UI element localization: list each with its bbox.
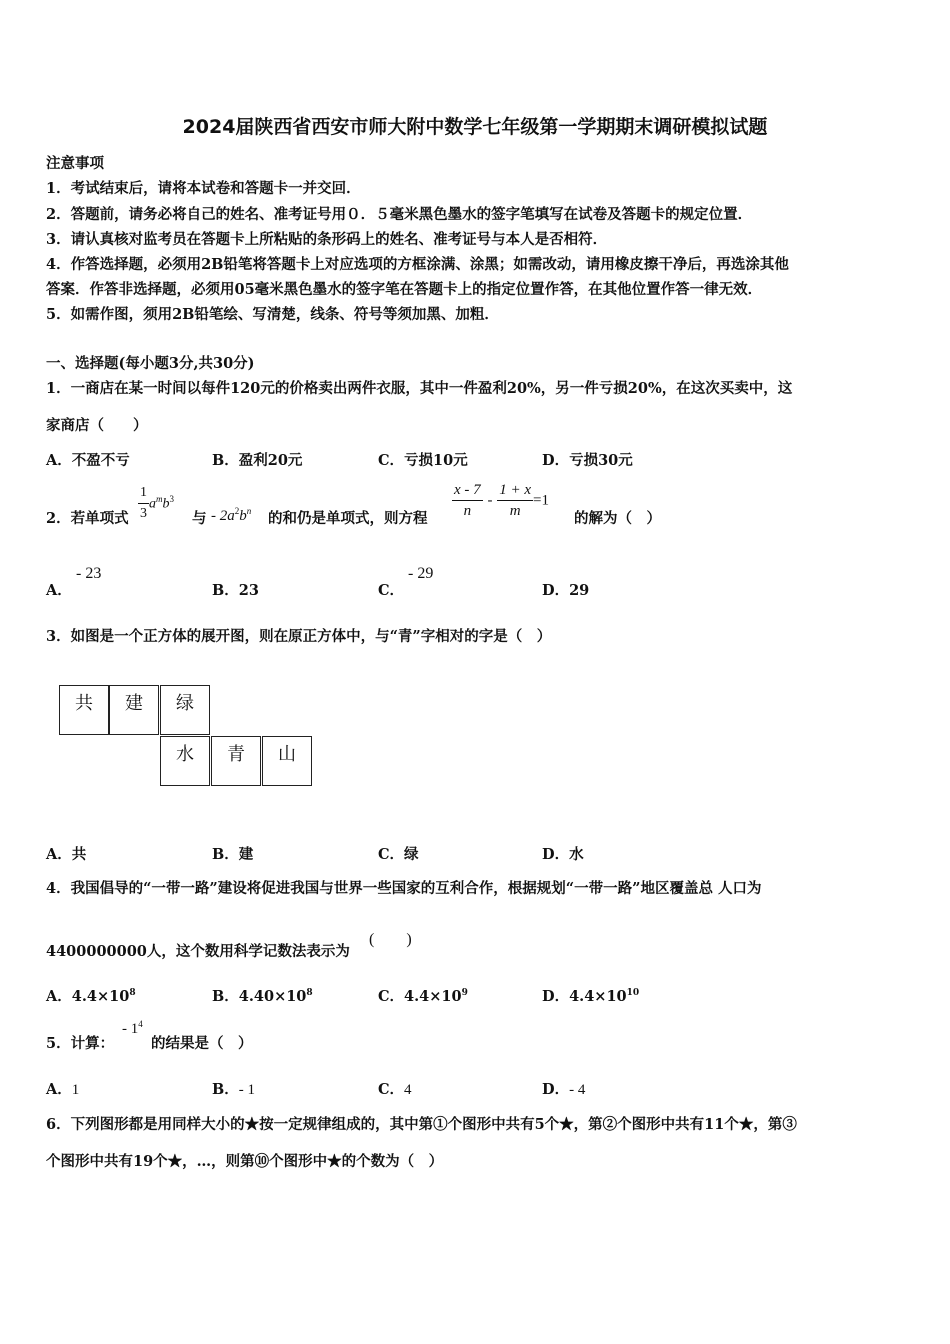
exponent-3: 3 [169,493,174,504]
equation-numerator-1: x - 7 [452,480,483,501]
question-3: 3．如图是一个正方体的展开图，则在原正方体中，与“青”字相对的字是（ ） [46,628,552,645]
q3-option-a: A．共 [46,846,87,863]
q4-option-b [212,985,313,1006]
q1-option-c: C．亏损10元 [378,452,468,469]
net-cell: 建 [109,685,159,735]
monomial-2 [211,506,251,525]
exponent-n: n [246,506,252,516]
equation [452,480,549,521]
q5-option-d [542,1078,585,1099]
q2-option-d: D．29 [542,582,590,599]
notice-item: 3．请认真核对监考员在答题卡上所粘贴的条形码上的姓名、准考证号与本人是否相符． [46,231,608,248]
fraction-numerator: 1 [138,483,149,504]
option-text: B．4.40×10 [212,988,307,1005]
question-4-line-1: 4．我国倡导的“一带一路”建设将促进我国与世界一些国家的互利合作，根据规划“一带一路”地区覆盖总 人口为 [46,880,762,897]
q1-option-b: B．盈利20元 [212,452,303,469]
question-2-middle: 的和仍是单项式，则方程 [268,510,428,527]
q5-option-a [46,1078,79,1099]
variable-b: b [239,508,247,524]
question-1-line-2: 家商店（ ） [46,417,148,434]
q5-option-b [212,1078,255,1099]
q3-option-d: D．水 [542,846,584,863]
variable-a: a [149,496,156,512]
q4-option-c [378,985,468,1006]
notice-heading: 注意事项 [46,155,104,172]
net-cell: 山 [262,736,312,786]
question-5-suffix: 的结果是（ ） [151,1035,253,1052]
option-exponent: 8 [306,988,313,999]
net-cell: 青 [211,736,261,786]
net-cell: 共 [59,685,109,735]
question-4-paren: ( ) [369,931,412,948]
net-cell: 水 [160,736,210,786]
option-text: A．4.4×10 [46,988,130,1005]
question-5-prefix: 5．计算： [46,1035,115,1052]
q4-option-a [46,985,136,1006]
q2-option-a: A． [46,582,72,599]
expression-exponent: 4 [138,1019,143,1029]
equation-minus: - [487,492,493,509]
exponent-m: m [156,493,163,504]
q1-option-d: D．亏损30元 [542,452,633,469]
q5-option-c [378,1078,412,1099]
notice-item: 5．如需作图，须用2B铅笔绘、写清楚，线条、符号等须加黑、加粗． [46,306,499,323]
option-label: D． [542,1081,570,1098]
q2-option-c-value: - 29 [408,565,434,582]
q1-option-a: A．不盈不亏 [46,452,130,469]
notice-item: 4．作答选择题，必须用2B铅笔将答题卡上对应选项的方框涂满、涂黑；如需改动，请用橡皮擦干净后，再选涂其他 [46,256,789,273]
q2-option-b: B．23 [212,582,259,599]
option-label: B． [212,1081,239,1098]
notice-item: 2．答题前，请务必将自己的姓名、准考证号用０．５毫米黑色墨水的签字笔填写在试卷及答题卡的规定位置． [46,206,753,223]
option-value: - 1 [238,1082,256,1098]
question-6-line-1: 6．下列图形都是用同样大小的★按一定规律组成的，其中第①个图形中共有5个★，第②个图形中共有11个★，第③ [46,1116,797,1133]
question-4-line-2: 4400000000人，这个数用科学记数法表示为 [46,943,350,960]
question-1-line-1: 1．一商店在某一时间以每件120元的价格卖出两件衣服，其中一件盈利20%，另一件亏损20%，在这次买卖中，这 [46,380,793,397]
section-heading: 一、选择题(每小题3分,共30分) [46,355,255,372]
monomial-1 [138,483,174,524]
net-cell: 绿 [160,685,210,735]
equation-denominator-2: m [509,503,521,519]
option-value: - 4 [569,1082,586,1098]
option-exponent: 10 [626,988,640,999]
question-5-expression [122,1019,143,1038]
question-6-line-2: 个图形中共有19个★，…，则第⑩个图形中★的个数为（ ） [46,1153,444,1170]
option-exponent: 8 [129,988,136,999]
question-2-prefix: 2．若单项式 [46,510,129,527]
exponent-2: 2 [234,506,240,516]
question-2-with: 与 [192,510,207,527]
monomial-2-base: - 2a [211,508,235,524]
variable-b: b [162,496,170,512]
expression-base: - 1 [122,1021,139,1037]
notice-item: 答案．作答非选择题，必须用05毫米黑色墨水的签字笔在答题卡上的指定位置作答，在其他位置作答一律无效． [46,281,763,298]
option-exponent: 9 [461,988,468,999]
option-value: 4 [404,1082,412,1098]
option-text: D．4.4×10 [542,988,627,1005]
question-2-suffix: 的解为（ ） [574,510,661,527]
equation-denominator-1: n [463,503,472,519]
q2-option-c: C． [378,582,405,599]
q3-option-b: B．建 [212,846,254,863]
q2-option-a-value: - 23 [76,565,102,582]
notice-item: 1．考试结束后，请将本试卷和答题卡一并交回． [46,180,361,197]
equation-numerator-2: 1 + x [497,480,533,501]
page-title: 2024届陕西省西安市师大附中数学七年级第一学期期末调研模拟试题 [182,116,768,138]
fraction-denominator: 3 [140,506,147,521]
q3-option-c: C．绿 [378,846,419,863]
option-value: 1 [71,1082,80,1098]
equation-rhs: =1 [533,492,549,509]
option-text: C．4.4×10 [378,988,462,1005]
q4-option-d [542,985,639,1006]
option-label: C． [378,1081,405,1098]
option-label: A． [46,1081,72,1098]
